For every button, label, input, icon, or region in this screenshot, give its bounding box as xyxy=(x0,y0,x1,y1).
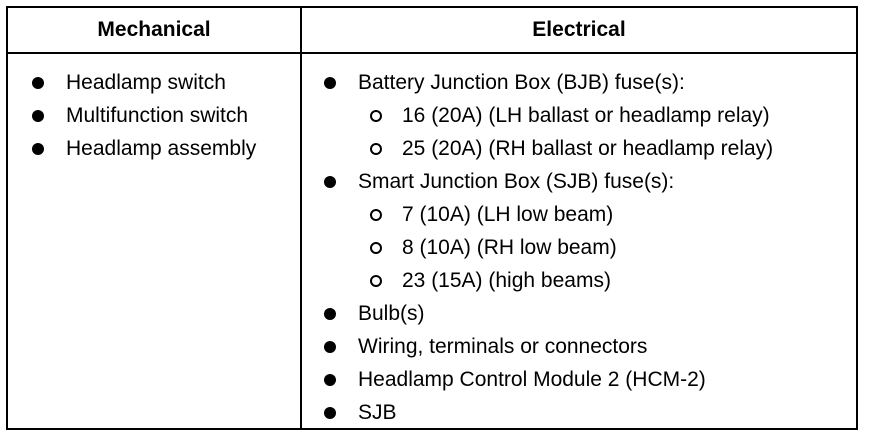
sub-list-item xyxy=(324,132,773,165)
list-item-label: Bulb(s) xyxy=(358,302,425,325)
list-item-label: Multifunction switch xyxy=(66,104,249,127)
bullet-icon xyxy=(324,176,336,188)
electrical-header: Electrical xyxy=(532,18,626,41)
list-item-label: Headlamp assembly xyxy=(66,137,257,160)
bullet-icon xyxy=(32,77,44,89)
list-item-label: 8 (10A) (RH low beam) xyxy=(402,236,617,259)
mechanical-list xyxy=(32,66,256,165)
list-item-label: Smart Junction Box (SJB) fuse(s): xyxy=(358,170,675,193)
circle-bullet-icon xyxy=(370,275,382,287)
list-item-label: 16 (20A) (LH ballast or headlamp relay) xyxy=(402,104,770,127)
circle-bullet-icon xyxy=(370,242,382,254)
circle-bullet-icon xyxy=(370,143,382,155)
sub-list-item xyxy=(324,99,773,132)
bullet-icon xyxy=(324,308,336,320)
list-item xyxy=(32,132,256,165)
bullet-icon xyxy=(324,77,336,89)
list-item-label: 25 (20A) (RH ballast or headlamp relay) xyxy=(402,137,774,160)
symptom-table xyxy=(6,6,858,430)
list-item-label: Battery Junction Box (BJB) fuse(s): xyxy=(358,71,685,94)
mechanical-header: Mechanical xyxy=(97,18,211,41)
electrical-list xyxy=(324,66,773,429)
list-item xyxy=(32,99,256,132)
column-divider xyxy=(300,8,302,428)
sub-list-item xyxy=(324,264,773,297)
bullet-icon xyxy=(32,143,44,155)
list-item-label: Wiring, terminals or connectors xyxy=(358,335,648,358)
list-item xyxy=(324,363,773,396)
bullet-icon xyxy=(324,374,336,386)
bullet-icon xyxy=(324,341,336,353)
list-item xyxy=(324,330,773,363)
list-item xyxy=(324,165,773,198)
list-item-label: Headlamp Control Module 2 (HCM-2) xyxy=(358,368,706,391)
list-item xyxy=(32,66,256,99)
sub-list-item xyxy=(324,231,773,264)
list-item xyxy=(324,66,773,99)
table-header-row xyxy=(8,8,856,54)
list-item-label: 23 (15A) (high beams) xyxy=(402,269,611,292)
bullet-icon xyxy=(324,407,336,419)
list-item xyxy=(324,297,773,330)
circle-bullet-icon xyxy=(370,110,382,122)
list-item-label: 7 (10A) (LH low beam) xyxy=(402,203,614,226)
bullet-icon xyxy=(32,110,44,122)
list-item-label: Headlamp switch xyxy=(66,71,226,94)
sub-list-item xyxy=(324,198,773,231)
list-item-label: SJB xyxy=(358,401,397,424)
circle-bullet-icon xyxy=(370,209,382,221)
list-item xyxy=(324,396,773,429)
